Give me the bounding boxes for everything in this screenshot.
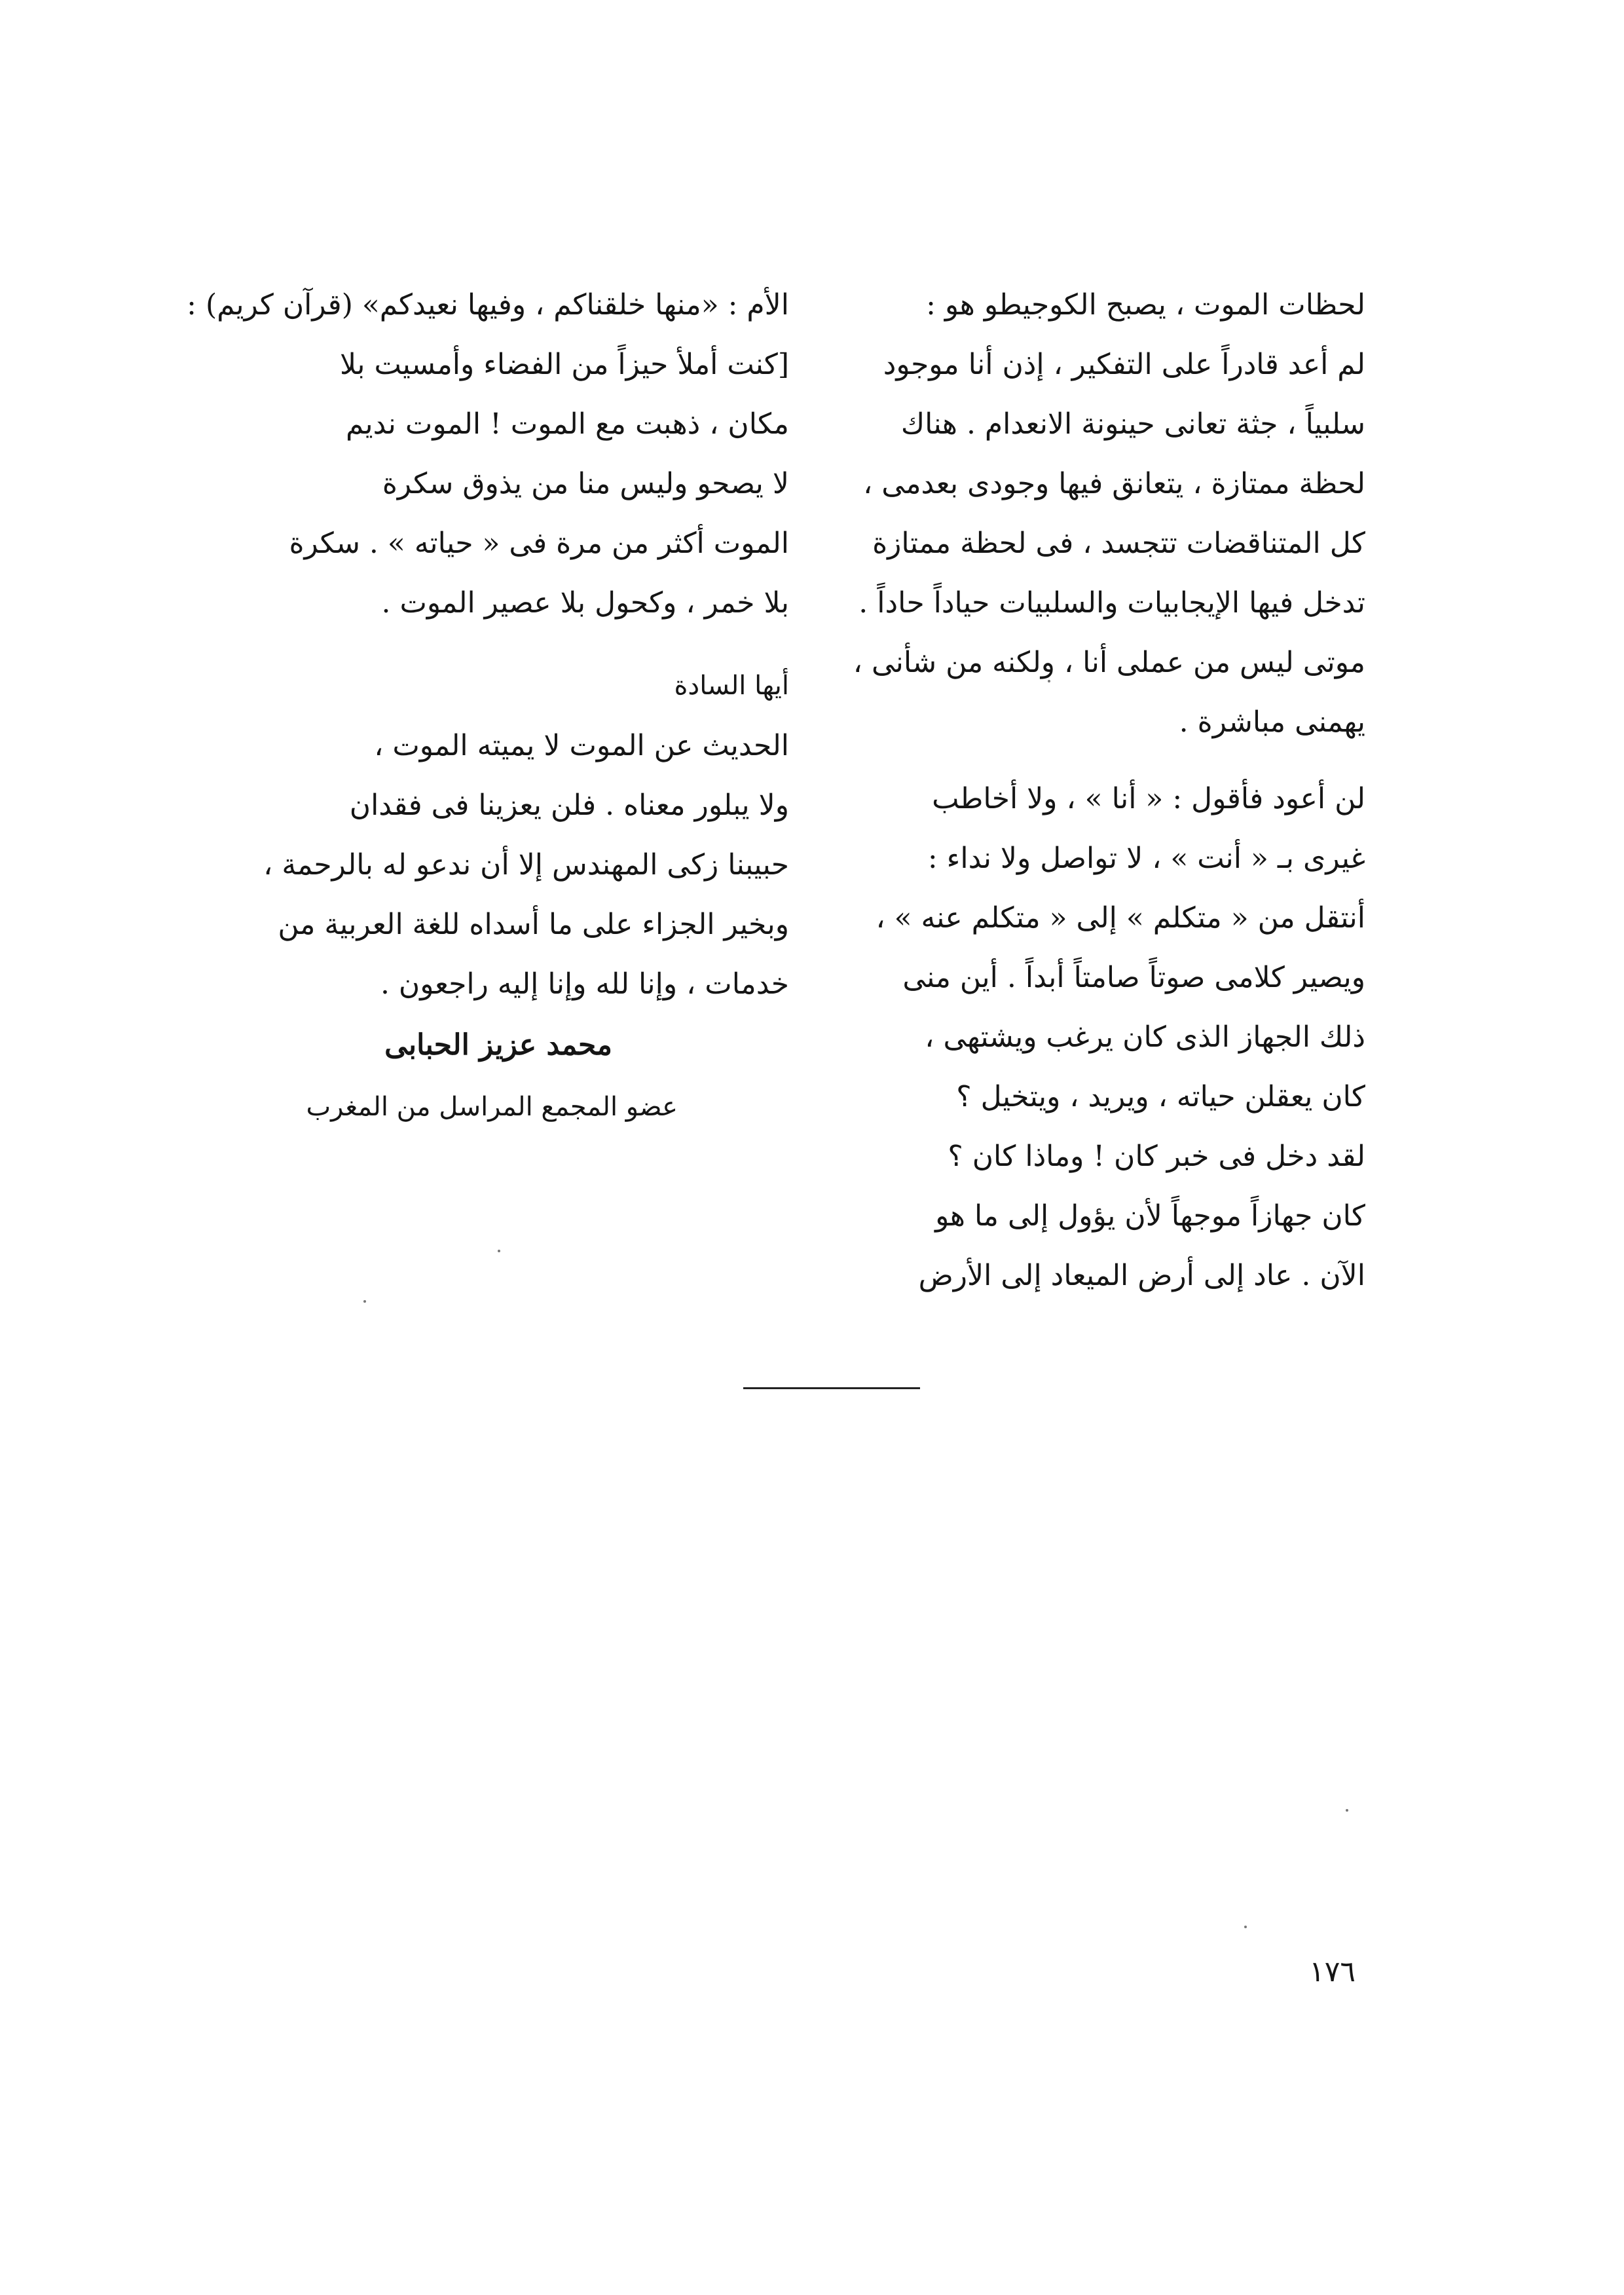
text-line: غيرى بـ « أنت » ، لا تواصل ولا نداء : [927,842,1365,875]
scan-speck [1346,1809,1348,1812]
text-line: وبخير الجزاء على ما أسداه للغة العربية من [278,908,789,941]
author-signature: محمد عزيز الحبابى [384,1028,612,1062]
text-line: مكان ، ذهبت مع الموت ! الموت نديم [346,407,789,441]
text-line: تدخل فيها الإيجابيات والسلبيات حياداً حاداً . [858,586,1365,620]
text-line: لا يصحو وليس منا من يذوق سكرة [382,467,789,500]
text-line: سلبياً ، جثة تعانى حينونة الانعدام . هناك [900,407,1365,441]
text-line: لحظة ممتازة ، يتعانق فيها وجودى بعدمى ، [863,467,1365,500]
text-line: [كنت أملأ حيزاً من الفضاء وأمسيت بلا [339,348,789,381]
text-line: أنتقل من « متكلم » إلى « متكلم عنه » ، [876,901,1365,935]
right-column [848,275,1365,1305]
text-line: الأم : «منها خلقناكم ، وفيها نعيدكم» (قرآن كريم) : [187,288,789,322]
page-number: ١٧٦ [1309,1955,1356,1988]
scan-speck [363,1300,366,1303]
text-line: لقد دخل فى خبر كان ! وماذا كان ؟ [948,1140,1365,1173]
text-line: كان يعقلن حياته ، ويريد ، ويتخيل ؟ [956,1080,1365,1113]
text-line: ويصير كلامى صوتاً صامتاً أبداً . أين منى [902,961,1365,994]
text-line: الموت أكثر من مرة فى « حياته » . سكرة [289,527,789,560]
section-heading: أيها السادة [674,671,789,701]
left-paragraph-2 [263,716,789,1014]
author-affiliation: عضو المجمع المراسل من المغرب [306,1092,678,1122]
text-line: ولا يبلور معناه . فلن يعزينا فى فقدان [349,789,789,822]
scan-speck [1244,1926,1247,1928]
text-line: كان جهازاً موجهاً لأن يؤول إلى ما هو [935,1199,1365,1233]
section-divider [743,1387,920,1389]
text-line: لم أعد قادراً على التفكير ، إذن أنا موجود [883,348,1365,381]
text-line: الآن . عاد إلى أرض الميعاد إلى الأرض [918,1259,1365,1292]
scan-speck [498,1250,500,1252]
text-line: كل المتناقضات تتجسد ، فى لحظة ممتازة [872,527,1365,560]
text-line: ذلك الجهاز الذى كان يرغب ويشتهى ، [925,1020,1365,1054]
text-line: يهمنى مباشرة . [1179,705,1365,739]
scan-speck [1048,680,1050,682]
left-column [187,275,789,1138]
text-line: موتى ليس من عملى أنا ، ولكنه من شأنى ، [853,646,1365,679]
right-paragraph-2 [848,769,1365,1305]
text-line: لن أعود فأقول : « أنا » ، ولا أخاطب [932,782,1365,815]
text-line: لحظات الموت ، يصبح الكوجيطو هو : [926,288,1365,322]
text-line: بلا خمر ، وكحول بلا عصير الموت . [381,586,789,620]
left-paragraph-1 [187,275,789,633]
text-line: خدمات ، وإنا لله وإنا إليه راجعون . [380,967,789,1001]
right-paragraph-1 [848,275,1365,752]
text-line: الحديث عن الموت لا يميته الموت ، [374,729,789,762]
text-line: حبيبنا زكى المهندس إلا أن ندعو له بالرحمة ، [263,848,789,882]
